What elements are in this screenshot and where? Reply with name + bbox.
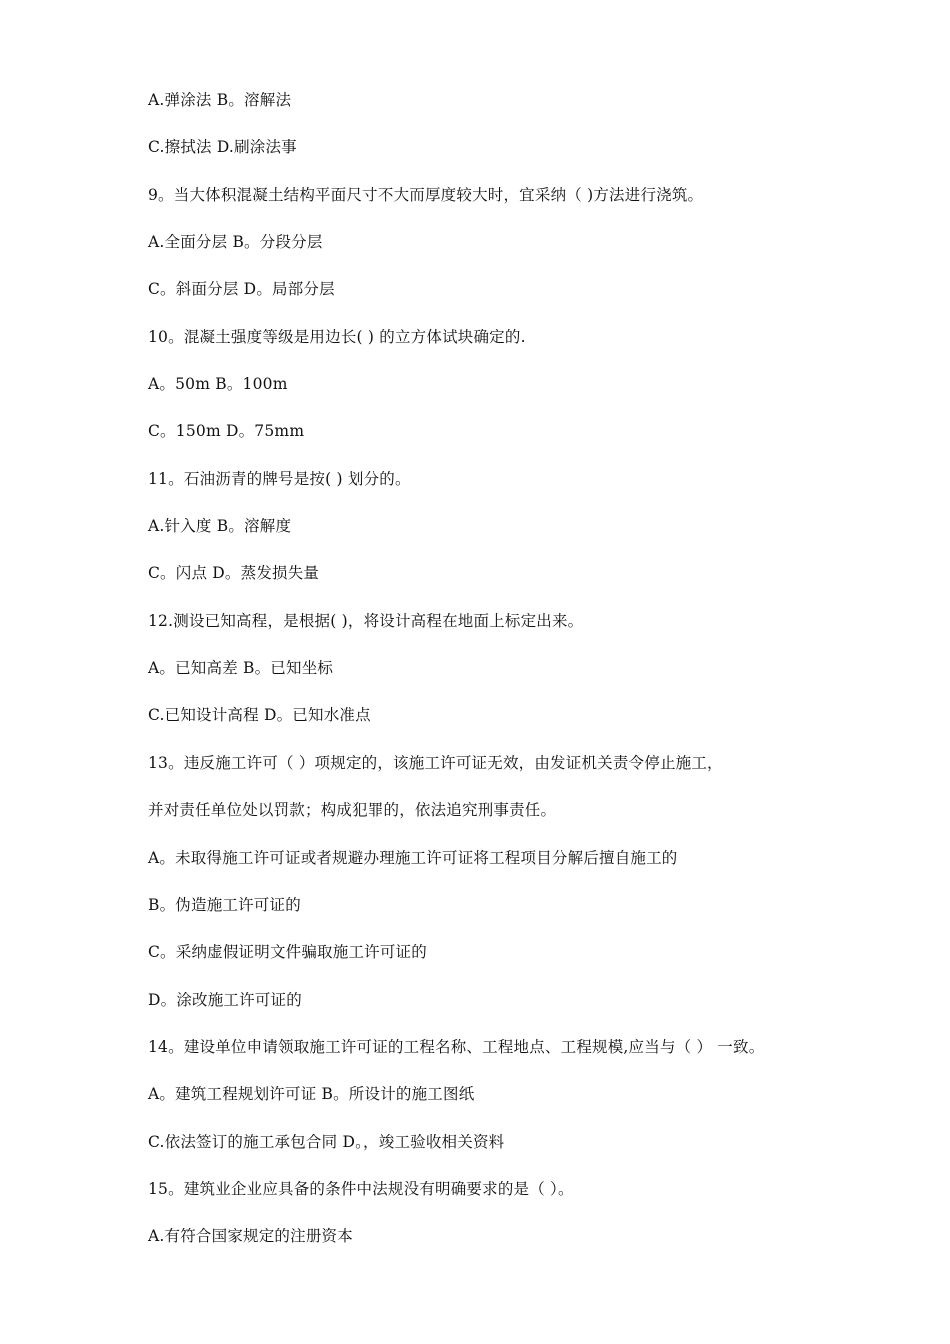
text-line: 并对责任单位处以罚款；构成犯罪的，依法追究刑事责任。 bbox=[148, 801, 557, 820]
document-body bbox=[148, 89, 888, 1273]
text-line: A。建筑工程规划许可证 B。所设计的施工图纸 bbox=[148, 1085, 475, 1104]
text-line: A.全面分层 B。分段分层 bbox=[148, 233, 323, 252]
question-13: 13。违反施工许可（ ）项规定的，该施工许可证无效，由发证机关责令停止施工， bbox=[148, 753, 723, 772]
text-line: A.针入度 B。溶解度 bbox=[148, 517, 292, 536]
text-line: C.已知设计高程 D。已知水准点 bbox=[148, 706, 371, 725]
text-line: A。未取得施工许可证或者规避办理施工许可证将工程项目分解后擅自施工的 bbox=[148, 848, 678, 867]
text-line: C.擦拭法 D.刷涂法事 bbox=[148, 138, 297, 157]
question-10: 10。混凝土强度等级是用边长( ) 的立方体试块确定的. bbox=[148, 327, 526, 346]
text-line: B。伪造施工许可证的 bbox=[148, 895, 301, 914]
question-12: 12.测设已知高程，是根据( )，将设计高程在地面上标定出来。 bbox=[148, 611, 584, 630]
text-line: D。涂改施工许可证的 bbox=[148, 990, 302, 1009]
question-14: 14。建设单位申请领取施工许可证的工程名称、工程地点、工程规模,应当与（ ） 一致。 bbox=[148, 1037, 765, 1056]
question-15: 15。建筑业企业应具备的条件中法规没有明确要求的是（ ）。 bbox=[148, 1179, 574, 1198]
text-line: C.依法签订的施工承包合同 D。，竣工验收相关资料 bbox=[148, 1132, 505, 1151]
text-line: C。采纳虚假证明文件骗取施工许可证的 bbox=[148, 943, 427, 962]
text-line: C。150m D。75mm bbox=[148, 422, 305, 441]
question-11: 11。石油沥青的牌号是按( ) 划分的。 bbox=[148, 469, 411, 488]
question-9: 9。当大体积混凝土结构平面尺寸不大而厚度较大时，宜采纳（ )方法进行浇筑。 bbox=[148, 185, 704, 204]
text-line: A.有符合国家规定的注册资本 bbox=[148, 1227, 353, 1246]
text-line: A.弹涂法 B。溶解法 bbox=[148, 91, 292, 109]
text-line: C。斜面分层 D。局部分层 bbox=[148, 280, 335, 299]
text-line: A。50m B。100m bbox=[148, 375, 288, 394]
text-line: C。闪点 D。蒸发损失量 bbox=[148, 564, 320, 583]
text-line: A。已知高差 B。已知坐标 bbox=[148, 659, 334, 678]
